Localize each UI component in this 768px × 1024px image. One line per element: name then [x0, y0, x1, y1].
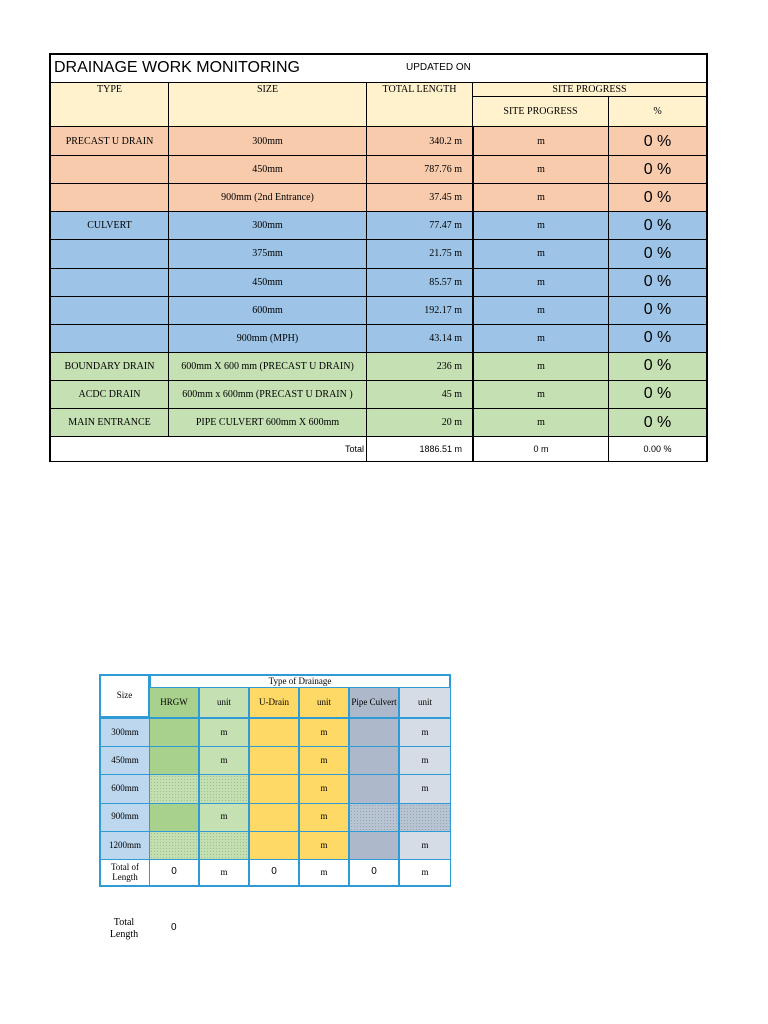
monitor-row — [51, 239, 706, 268]
row-size: 600mm — [252, 304, 283, 316]
row-length: 192.17 m — [424, 304, 462, 316]
row-progress: m — [537, 192, 545, 204]
column-udrain-unit: unit — [299, 687, 349, 718]
row-type — [51, 239, 168, 268]
row-progress: m — [537, 248, 545, 260]
type-cell: m — [199, 746, 249, 775]
row-percent: 0 % — [643, 385, 672, 403]
header-site-progress: SITE PROGRESS — [503, 106, 578, 117]
row-length: 85.57 m — [429, 276, 462, 288]
row-type — [51, 183, 168, 212]
row-size: 300mm — [252, 136, 283, 147]
row-size: 375mm — [252, 248, 283, 260]
row-type: ACDC DRAIN — [78, 388, 141, 400]
type-cell: m — [299, 718, 349, 747]
monitor-title-row — [51, 55, 706, 83]
type-cell — [349, 831, 399, 860]
monitor-row — [51, 183, 706, 212]
monitor-row — [51, 408, 706, 437]
type-cell: m — [199, 803, 249, 832]
type-cell — [249, 831, 299, 860]
header-type: TYPE — [97, 84, 122, 95]
row-length: 20 m — [441, 417, 462, 428]
row-progress: m — [537, 332, 545, 344]
row-percent: 0 % — [643, 413, 672, 431]
type-cell: m — [299, 774, 349, 803]
row-progress: m — [537, 388, 545, 400]
type-cell: m — [299, 831, 349, 860]
type-cell — [349, 746, 399, 775]
monitor-header — [51, 83, 706, 127]
row-type — [51, 155, 168, 184]
type-cell: m — [399, 831, 451, 860]
page-title: DRAINAGE WORK MONITORING — [54, 59, 300, 76]
type-cell — [199, 831, 249, 860]
type-of-drainage-header: Type of Drainage — [149, 674, 451, 688]
row-percent: 0 % — [643, 132, 672, 150]
type-cell: m — [299, 746, 349, 775]
monitor-row — [51, 380, 706, 409]
type-cell — [249, 718, 299, 747]
total-of-length-cell: m — [299, 859, 349, 887]
row-size: 900mm (2nd Entrance) — [221, 192, 314, 204]
row-size: PIPE CULVERT 600mm X 600mm — [195, 417, 340, 428]
monitor-row — [51, 127, 706, 156]
row-size: 900mm (MPH) — [236, 332, 299, 344]
row-size: 600mm x 600mm (PRECAST U DRAIN ) — [182, 388, 353, 400]
total-of-length-cell: m — [199, 859, 249, 887]
row-type: MAIN ENTRANCE — [68, 417, 151, 428]
type-of-drainage-table — [99, 674, 451, 888]
drainage-monitoring-table — [49, 53, 708, 462]
type-cell — [349, 718, 399, 747]
type-cell: m — [399, 718, 451, 747]
row-progress: m — [537, 417, 545, 428]
type-cell — [349, 803, 399, 832]
type-cell — [149, 803, 199, 832]
row-type: PRECAST U DRAIN — [65, 136, 154, 147]
row-type — [51, 296, 168, 325]
row-percent: 0 % — [643, 188, 672, 206]
row-progress: m — [537, 136, 545, 147]
row-percent: 0 % — [643, 244, 672, 262]
monitor-row — [51, 296, 706, 325]
type-cell — [199, 774, 249, 803]
column-hrgw-unit: unit — [199, 687, 249, 718]
type-cell — [149, 831, 199, 860]
type-cell — [399, 803, 451, 832]
type-cell — [249, 774, 299, 803]
row-type: BOUNDARY DRAIN — [64, 360, 155, 372]
column-pipe-culvert-unit: unit — [399, 687, 451, 718]
total-label: Total — [344, 444, 364, 454]
row-length: 787.76 m — [424, 164, 462, 176]
size-cell: 1200mm — [99, 831, 150, 860]
row-percent: 0 % — [643, 273, 672, 290]
column-udrain: U-Drain — [249, 687, 299, 718]
header-site-progress-group: SITE PROGRESS — [552, 84, 627, 95]
row-progress: m — [537, 276, 545, 288]
row-length: 77.47 m — [429, 220, 462, 232]
row-size: 450mm — [252, 164, 283, 176]
size-cell: 450mm — [99, 746, 150, 775]
column-pipe-culvert: Pipe Culvert — [349, 687, 399, 718]
row-length: 236 m — [436, 360, 462, 372]
row-progress: m — [537, 304, 545, 316]
header-total-length: TOTAL LENGTH — [382, 84, 457, 95]
type-cell — [249, 746, 299, 775]
total-of-length-cell: 0 — [249, 859, 299, 887]
updated-on-label: UPDATED ON — [406, 62, 471, 73]
row-length: 43.14 m — [429, 332, 462, 344]
type-cell — [249, 803, 299, 832]
total-length-label: Total Length — [109, 917, 139, 940]
column-hrgw: HRGW — [149, 687, 199, 718]
row-type — [51, 268, 168, 297]
row-length: 37.45 m — [429, 192, 462, 204]
size-cell: 300mm — [99, 718, 150, 747]
total-length: 1886.51 m — [419, 444, 462, 454]
row-percent: 0 % — [643, 301, 672, 319]
total-progress: 0 m — [533, 444, 549, 454]
type-cell — [149, 774, 199, 803]
row-length: 21.75 m — [429, 248, 462, 260]
type-cell: m — [199, 718, 249, 747]
monitor-rows — [51, 127, 706, 436]
row-percent: 0 % — [643, 357, 672, 375]
type-cell — [149, 746, 199, 775]
row-length: 340.2 m — [429, 136, 462, 147]
monitor-row — [51, 268, 706, 297]
type-cell — [349, 774, 399, 803]
header-size: SIZE — [256, 84, 279, 95]
total-of-length-cell: 0 — [149, 859, 199, 887]
monitor-row — [51, 352, 706, 381]
total-of-length-label: Total of Length — [99, 859, 150, 887]
type-cell — [149, 718, 199, 747]
size-cell: 900mm — [99, 803, 150, 832]
monitor-row — [51, 155, 706, 184]
monitor-total-row — [51, 436, 706, 461]
total-percent: 0.00 % — [643, 444, 672, 454]
type-cell: m — [299, 803, 349, 832]
total-of-length-cell: 0 — [349, 859, 399, 887]
type-cell: m — [399, 746, 451, 775]
row-percent: 0 % — [643, 329, 672, 347]
size-header: Size — [99, 674, 150, 718]
row-size: 450mm — [252, 276, 283, 288]
row-length: 45 m — [441, 388, 462, 400]
row-percent: 0 % — [643, 216, 672, 234]
monitor-row — [51, 211, 706, 240]
row-type: CULVERT — [87, 220, 132, 232]
size-cell: 600mm — [99, 774, 150, 803]
header-percent: % — [653, 106, 662, 117]
total-of-length-cell: m — [399, 859, 451, 887]
row-progress: m — [537, 360, 545, 372]
row-size: 300mm — [252, 220, 283, 232]
row-progress: m — [537, 164, 545, 176]
row-size: 600mm X 600 mm (PRECAST U DRAIN) — [181, 360, 354, 372]
type-cell: m — [399, 774, 451, 803]
row-percent: 0 % — [643, 160, 672, 178]
total-length-value: 0 — [171, 922, 177, 933]
monitor-row — [51, 324, 706, 353]
row-type — [51, 324, 168, 353]
row-progress: m — [537, 220, 545, 232]
